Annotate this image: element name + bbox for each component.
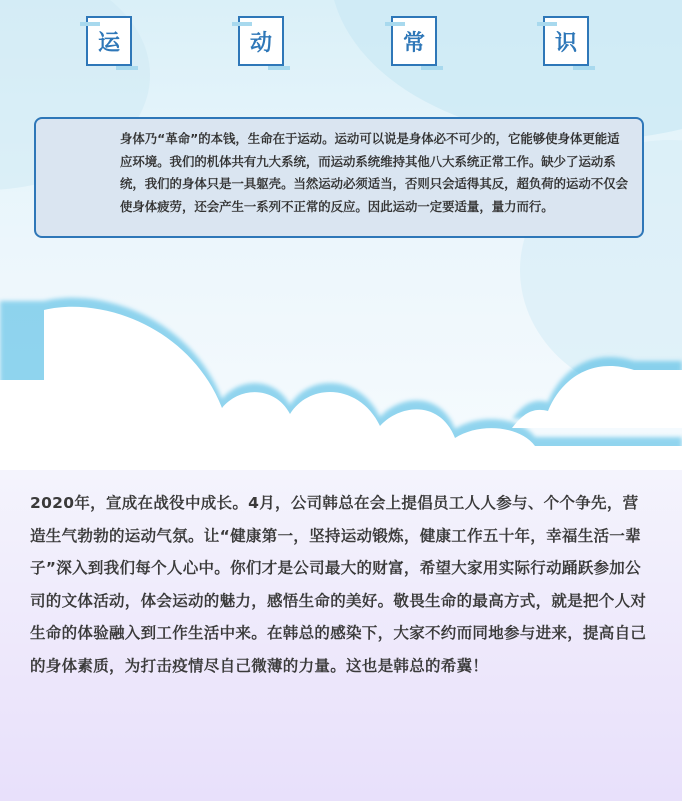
decorative-tick — [573, 66, 595, 70]
decorative-tick — [421, 66, 443, 70]
title-char: 动 — [249, 30, 272, 56]
decorative-tick — [385, 22, 405, 26]
decorative-tick — [116, 66, 138, 70]
decorative-tick — [537, 22, 557, 26]
intro-text-box — [34, 117, 644, 238]
title-char: 常 — [402, 30, 425, 56]
title-char: 运 — [97, 30, 120, 56]
decorative-tick — [232, 22, 252, 26]
intro-text: 身体乃“革命”的本钱，生命在于运动。运动可以说是身体必不可少的，它能够使身体更能适应环境。我们的机体共有九大系统，而运动系统维持其他八大系统正常工作。缺少了运动系统，我们的身体只是一具躯壳。当然运动必须适当，否则只会适得其反，超负荷的运动不仅会使身体疲劳，还会产生一系列不正常的反应。因此运动一定要适量，量力而行。 — [120, 131, 629, 214]
cloud-divider — [0, 280, 682, 480]
decorative-tick — [268, 66, 290, 70]
title-char-box — [238, 16, 284, 66]
title-char-box — [86, 16, 132, 66]
decorative-tick — [80, 22, 100, 26]
title-row — [0, 16, 682, 76]
title-char-box — [543, 16, 589, 66]
title-char: 识 — [554, 30, 577, 56]
main-paragraph: 2020年，宣成在战役中成长。4月，公司韩总在会上提倡员工人人参与、个个争先，营造生气勃勃的运动气氛。让“健康第一，坚持运动锻炼，健康工作五十年，幸福生活一辈子”深入到我们每个人心中。你们才是公司最大的财富，希望大家用实际行动踊跃参加公司的文体活动，体会运动的魅力，感悟生命的美好。敬畏生命的最高方式，就是把个人对生命的体验融入到工作生活中来。在韩总的感染下，大家不约而同地参与进来，提高自己的身体素质，为打击疫情尽自己微薄的力量。这也是韩总的希冀！ — [30, 494, 647, 675]
title-char-box — [391, 16, 437, 66]
